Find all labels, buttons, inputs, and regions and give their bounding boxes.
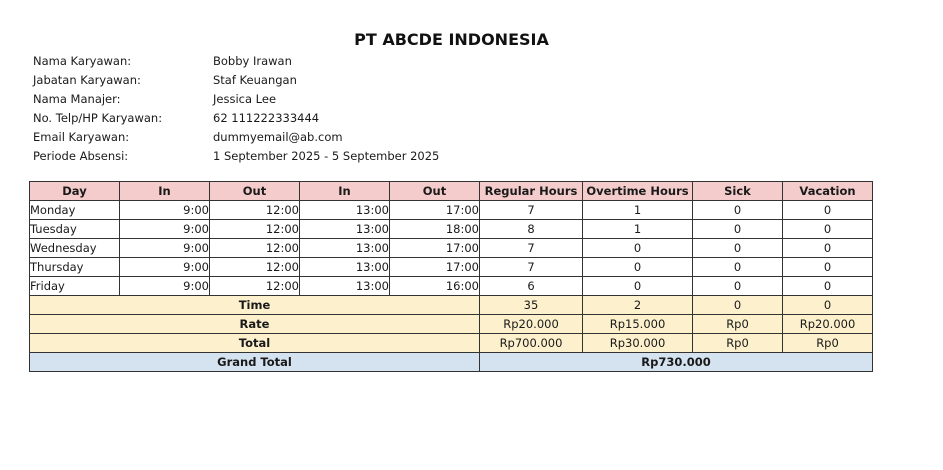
cell-out-1: 12:00 xyxy=(210,239,300,258)
cell-in-1: 9:00 xyxy=(120,239,210,258)
header-in-1: In xyxy=(120,182,210,201)
cell-vacation: 0 xyxy=(783,239,873,258)
summary-overtime-hours: Rp15.000 xyxy=(583,315,693,334)
cell-out-2: 18:00 xyxy=(390,220,480,239)
info-label: Email Karyawan: xyxy=(33,130,130,144)
cell-day: Thursday xyxy=(30,258,120,277)
cell-overtime-hours: 1 xyxy=(583,201,693,220)
info-row-period xyxy=(33,147,439,166)
table-row xyxy=(30,201,873,220)
cell-vacation: 0 xyxy=(783,220,873,239)
table-row xyxy=(30,277,873,296)
cell-in-2: 13:00 xyxy=(300,201,390,220)
info-value: dummyemail@ab.com xyxy=(213,130,343,144)
header-vacation: Vacation xyxy=(783,182,873,201)
cell-in-1: 9:00 xyxy=(120,277,210,296)
cell-out-1: 12:00 xyxy=(210,258,300,277)
info-value: Staf Keuangan xyxy=(213,73,297,87)
cell-regular-hours: 8 xyxy=(480,220,583,239)
cell-day: Monday xyxy=(30,201,120,220)
summary-sick: 0 xyxy=(693,296,783,315)
header-sick: Sick xyxy=(693,182,783,201)
summary-regular-hours: 35 xyxy=(480,296,583,315)
summary-vacation: Rp0 xyxy=(783,334,873,353)
grand-total-label: Grand Total xyxy=(30,353,480,372)
info-row-name xyxy=(33,52,439,71)
header-day: Day xyxy=(30,182,120,201)
cell-in-2: 13:00 xyxy=(300,277,390,296)
summary-row-total xyxy=(30,334,873,353)
header-in-2: In xyxy=(300,182,390,201)
cell-overtime-hours: 0 xyxy=(583,239,693,258)
cell-in-2: 13:00 xyxy=(300,258,390,277)
info-value: 1 September 2025 - 5 September 2025 xyxy=(213,149,440,163)
cell-day: Wednesday xyxy=(30,239,120,258)
summary-vacation: 0 xyxy=(783,296,873,315)
cell-in-1: 9:00 xyxy=(120,258,210,277)
info-row-email xyxy=(33,128,439,147)
employee-info xyxy=(33,52,439,166)
table-row xyxy=(30,258,873,277)
info-label: Nama Karyawan: xyxy=(33,54,132,68)
header-out-1: Out xyxy=(210,182,300,201)
cell-regular-hours: 7 xyxy=(480,239,583,258)
grand-total-row xyxy=(30,353,873,372)
info-row-position xyxy=(33,71,439,90)
document-title: PT ABCDE INDONESIA xyxy=(354,30,549,49)
summary-label: Time xyxy=(30,296,480,315)
summary-vacation: Rp20.000 xyxy=(783,315,873,334)
cell-sick: 0 xyxy=(693,277,783,296)
header-overtime-hours: Overtime Hours xyxy=(583,182,693,201)
info-label: Jabatan Karyawan: xyxy=(33,73,141,87)
summary-sick: Rp0 xyxy=(693,315,783,334)
info-label: No. Telp/HP Karyawan: xyxy=(33,111,163,125)
cell-regular-hours: 7 xyxy=(480,201,583,220)
cell-vacation: 0 xyxy=(783,201,873,220)
header-out-2: Out xyxy=(390,182,480,201)
cell-sick: 0 xyxy=(693,239,783,258)
cell-out-2: 17:00 xyxy=(390,239,480,258)
cell-regular-hours: 7 xyxy=(480,258,583,277)
summary-row-rate xyxy=(30,315,873,334)
summary-regular-hours: Rp700.000 xyxy=(480,334,583,353)
summary-sick: Rp0 xyxy=(693,334,783,353)
cell-sick: 0 xyxy=(693,201,783,220)
cell-overtime-hours: 0 xyxy=(583,258,693,277)
table-row xyxy=(30,239,873,258)
cell-out-1: 12:00 xyxy=(210,220,300,239)
table-row xyxy=(30,220,873,239)
summary-overtime-hours: 2 xyxy=(583,296,693,315)
cell-out-1: 12:00 xyxy=(210,201,300,220)
header-regular-hours: Regular Hours xyxy=(480,182,583,201)
cell-in-2: 13:00 xyxy=(300,220,390,239)
cell-out-2: 17:00 xyxy=(390,201,480,220)
info-row-phone xyxy=(33,109,439,128)
cell-in-1: 9:00 xyxy=(120,220,210,239)
cell-sick: 0 xyxy=(693,220,783,239)
info-value: Bobby Irawan xyxy=(213,54,292,68)
info-label: Periode Absensi: xyxy=(33,149,129,163)
cell-day: Tuesday xyxy=(30,220,120,239)
table-header-row xyxy=(30,182,873,201)
grand-total-value: Rp730.000 xyxy=(480,353,873,372)
info-value: 62 111222333444 xyxy=(213,111,320,125)
cell-out-2: 16:00 xyxy=(390,277,480,296)
cell-overtime-hours: 1 xyxy=(583,220,693,239)
cell-overtime-hours: 0 xyxy=(583,277,693,296)
cell-day: Friday xyxy=(30,277,120,296)
summary-row-time xyxy=(30,296,873,315)
cell-sick: 0 xyxy=(693,258,783,277)
cell-vacation: 0 xyxy=(783,277,873,296)
cell-vacation: 0 xyxy=(783,258,873,277)
attendance-table xyxy=(29,181,873,372)
summary-label: Total xyxy=(30,334,480,353)
cell-out-1: 12:00 xyxy=(210,277,300,296)
cell-in-2: 13:00 xyxy=(300,239,390,258)
info-value: Jessica Lee xyxy=(213,92,277,106)
summary-label: Rate xyxy=(30,315,480,334)
info-label: Nama Manajer: xyxy=(33,92,121,106)
cell-in-1: 9:00 xyxy=(120,201,210,220)
cell-out-2: 17:00 xyxy=(390,258,480,277)
info-row-manager xyxy=(33,90,439,109)
cell-regular-hours: 6 xyxy=(480,277,583,296)
summary-overtime-hours: Rp30.000 xyxy=(583,334,693,353)
summary-regular-hours: Rp20.000 xyxy=(480,315,583,334)
